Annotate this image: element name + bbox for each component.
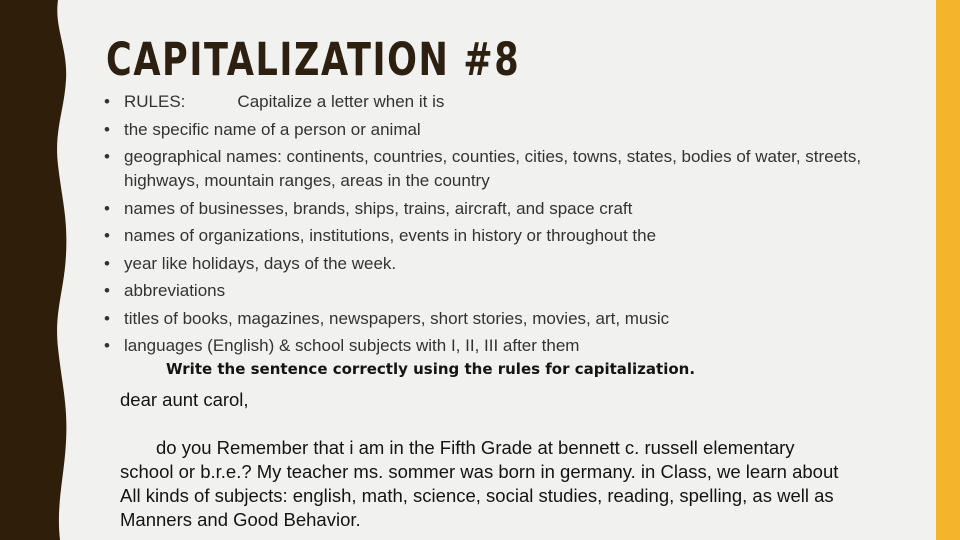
rule-item: • names of organizations, institutions, events in history or throughout the bbox=[104, 224, 904, 248]
right-accent-band bbox=[936, 0, 960, 540]
letter-greeting: dear aunt carol, bbox=[120, 389, 249, 410]
rules-intro: Capitalize a letter when it is bbox=[237, 92, 445, 111]
rule-item: • abbreviations bbox=[104, 279, 904, 303]
left-decorative-band bbox=[0, 0, 72, 540]
exercise-paragraph bbox=[120, 388, 840, 532]
slide-title: CAPITALIZATION #8 bbox=[106, 33, 521, 86]
rule-item: • languages (English) & school subjects with I, II, III after them bbox=[104, 334, 904, 358]
wavy-edge-shape bbox=[0, 0, 72, 540]
rule-item: • titles of books, magazines, newspapers, short stories, movies, art, music bbox=[104, 307, 904, 331]
rules-label: RULES: bbox=[124, 92, 186, 111]
rule-item: • the specific name of a person or animal bbox=[104, 118, 904, 142]
rule-item: • names of businesses, brands, ships, trains, aircraft, and space craft bbox=[104, 197, 904, 221]
rules-intro-item bbox=[104, 90, 904, 114]
rule-item: • geographical names: continents, countries, counties, cities, towns, states, bodies of water, streets, highways, mountain ranges, areas in the country bbox=[104, 145, 904, 193]
wavy-edge-fill bbox=[0, 0, 66, 540]
rule-item: • year like holidays, days of the week. bbox=[104, 252, 904, 276]
rules-list bbox=[104, 90, 904, 362]
letter-body: do you Remember that i am in the Fifth Grade at bennett c. russell elementary school or b.r.e.? My teacher ms. sommer was born in germany. in Class, we learn about All kinds of subjects: english, math, science, social studies, reading, spelling, as well as Manners and Good Behavior. bbox=[120, 437, 839, 530]
exercise-instruction: Write the sentence correctly using the rules for capitalization. bbox=[166, 360, 696, 378]
